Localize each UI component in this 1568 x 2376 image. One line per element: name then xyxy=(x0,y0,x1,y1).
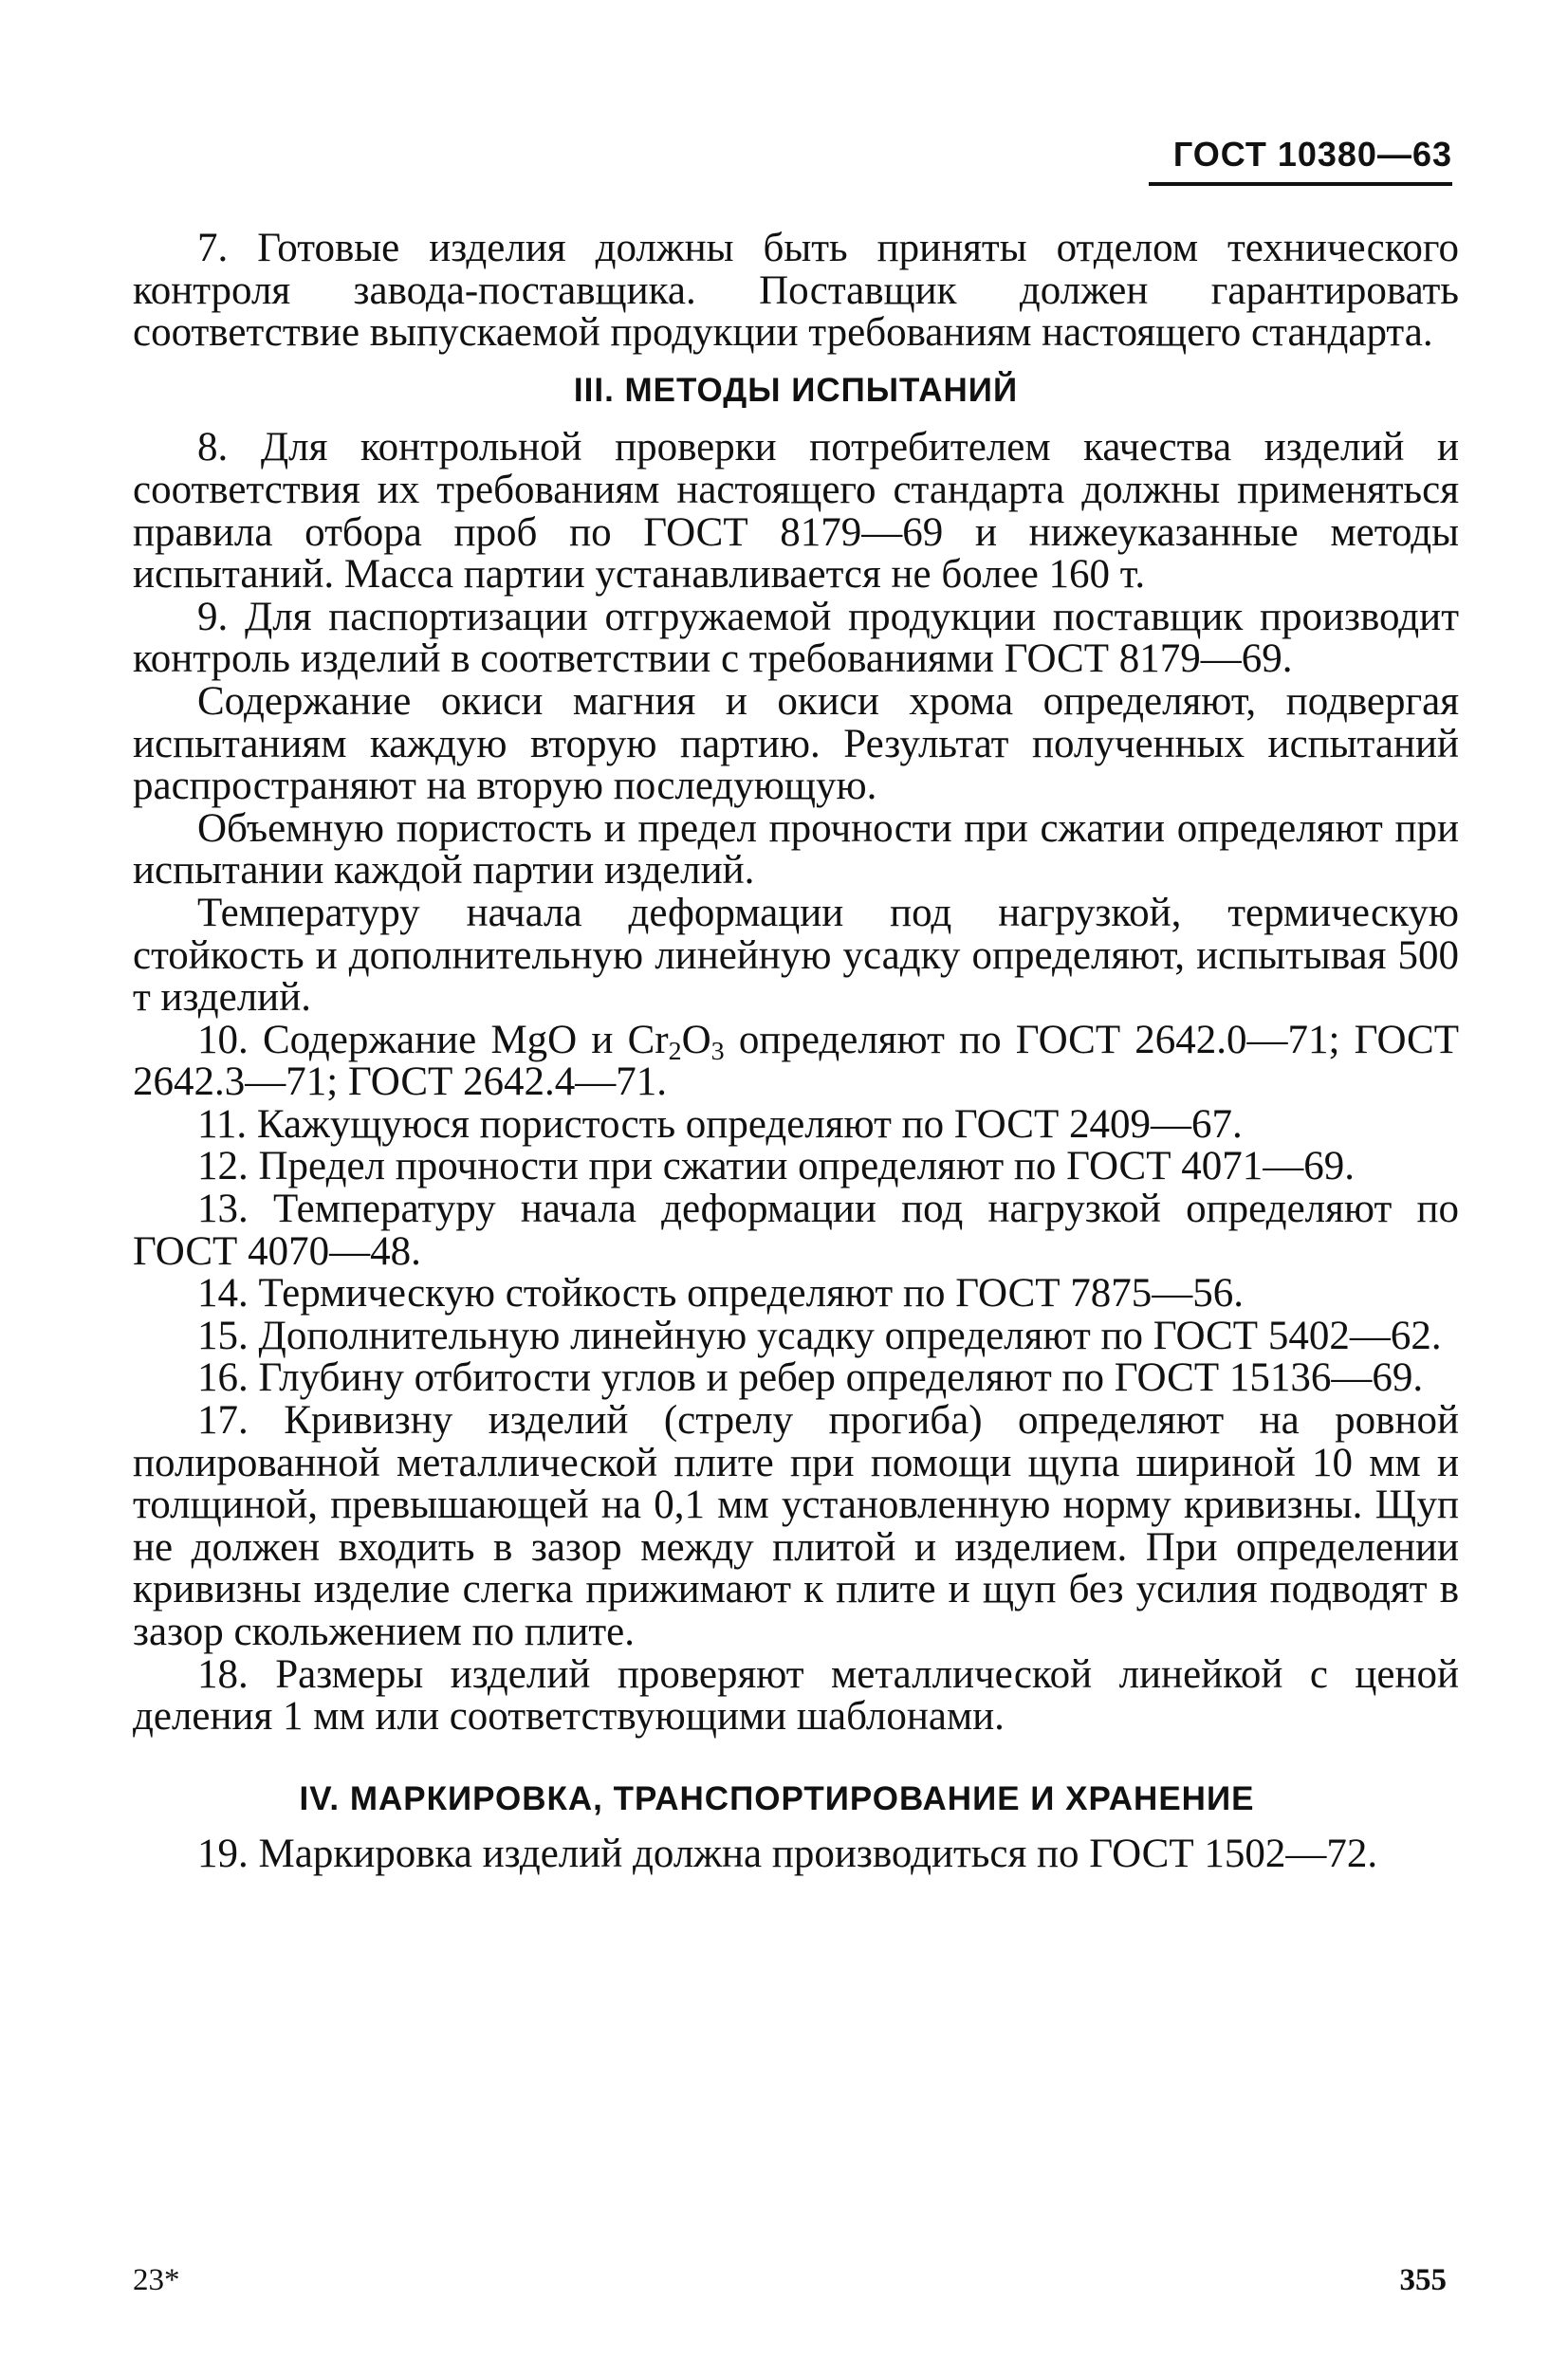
clause-8: 8. Для контрольной проверки потребителем качества изделий и соответствия их требованиям настоящего стандарта должны применяться правила отбора проб по ГОСТ 8179—69 и нижеуказанные методы испытаний. Масса партии устанавливается не более 160 т. xyxy=(133,425,1459,598)
clause-18: 18. Размеры изделий проверяют металлической линейкой с ценой деления 1 мм или соответствующими шаблонами. xyxy=(133,1651,1459,1740)
section-3-title: III. МЕТОДЫ ИСПЫТАНИЙ xyxy=(573,371,1019,409)
clause-19: 19. Маркировка изделий должна производиться по ГОСТ 1502—72. xyxy=(197,1832,1378,1877)
clause-17: 17. Кривизну изделий (стрелу прогиба) определяют на ровной полированной металлической плите при помощи щупа шириной 10 мм и толщиной, превышающей на 0,1 мм установленную норму кривизны. Щуп не должен входить в зазор между плитой и изделием. При определении кривизны изделие слегка прижимают к плите и щуп без усилия подводят в зазор скольжением по плите. xyxy=(133,1398,1459,1654)
section-4-title: IV. МАРКИРОВКА, ТРАНСПОРТИРОВАНИЕ И ХРАНЕНИЕ xyxy=(299,1779,1255,1817)
section-4-wrap xyxy=(95,1778,1459,1821)
clause-12: 12. Предел прочности при сжатии определяют по ГОСТ 4071—69. xyxy=(197,1144,1355,1189)
doc-header: ГОСТ 10380—63 xyxy=(1149,135,1452,186)
page-number: 355 xyxy=(1399,2263,1447,2297)
clause-10-text-a: 10. Содержание MgO и Cr xyxy=(197,1017,669,1062)
clause-10-sub-1: 2 xyxy=(668,1036,682,1066)
clause-16: 16. Глубину отбитости углов и ребер определяют по ГОСТ 15136—69. xyxy=(197,1355,1424,1401)
clause-9-para-a: Содержание окиси магния и окиси хрома определяют, подвергая испытаниям каждую вторую партию. Результат полученных испытаний распространяют на вторую последующую. xyxy=(133,678,1459,809)
clause-13: 13. Температуру начала деформации под нагрузкой определяют по ГОСТ 4070—48. xyxy=(133,1187,1459,1274)
document-body xyxy=(133,228,1459,1876)
clause-9: 9. Для паспортизации отгружаемой продукции поставщик производит контроль изделий в соответствии с требованиями ГОСТ 8179—69. xyxy=(133,594,1459,682)
footer-mark: 23* xyxy=(133,2263,180,2297)
clause-10-text-b: O xyxy=(681,1017,711,1062)
clause-9-para-c: Температуру начала деформации под нагрузкой, термическую стойкость и дополнительную линейную усадку определяют, испытывая 500 т изделий. xyxy=(133,890,1459,1021)
clause-11: 11. Кажущуюся пористость определяют по ГОСТ 2409—67. xyxy=(197,1101,1243,1147)
clause-10-sub-2: 3 xyxy=(710,1036,725,1066)
clause-9-para-b: Объемную пористость и предел прочности при сжатии определяют при испытании каждой партии изделий. xyxy=(133,805,1459,893)
clause-7: 7. Готовые изделия должны быть приняты отделом технического контроля завода-поставщика. Поставщик должен гарантировать соответствие выпускаемой продукции требованиям настоящего стандарта. xyxy=(133,226,1459,356)
clause-14: 14. Термическую стойкость определяют по ГОСТ 7875—56. xyxy=(197,1271,1245,1317)
clause-15: 15. Дополнительную линейную усадку определяют по ГОСТ 5402—62. xyxy=(197,1313,1442,1358)
clause-10 xyxy=(133,1017,1459,1105)
clause-10-text-c: определяют по ГОСТ 2642.0—71; ГОСТ 2642.3—71; ГОСТ 2642.4—71. xyxy=(133,1017,1459,1105)
